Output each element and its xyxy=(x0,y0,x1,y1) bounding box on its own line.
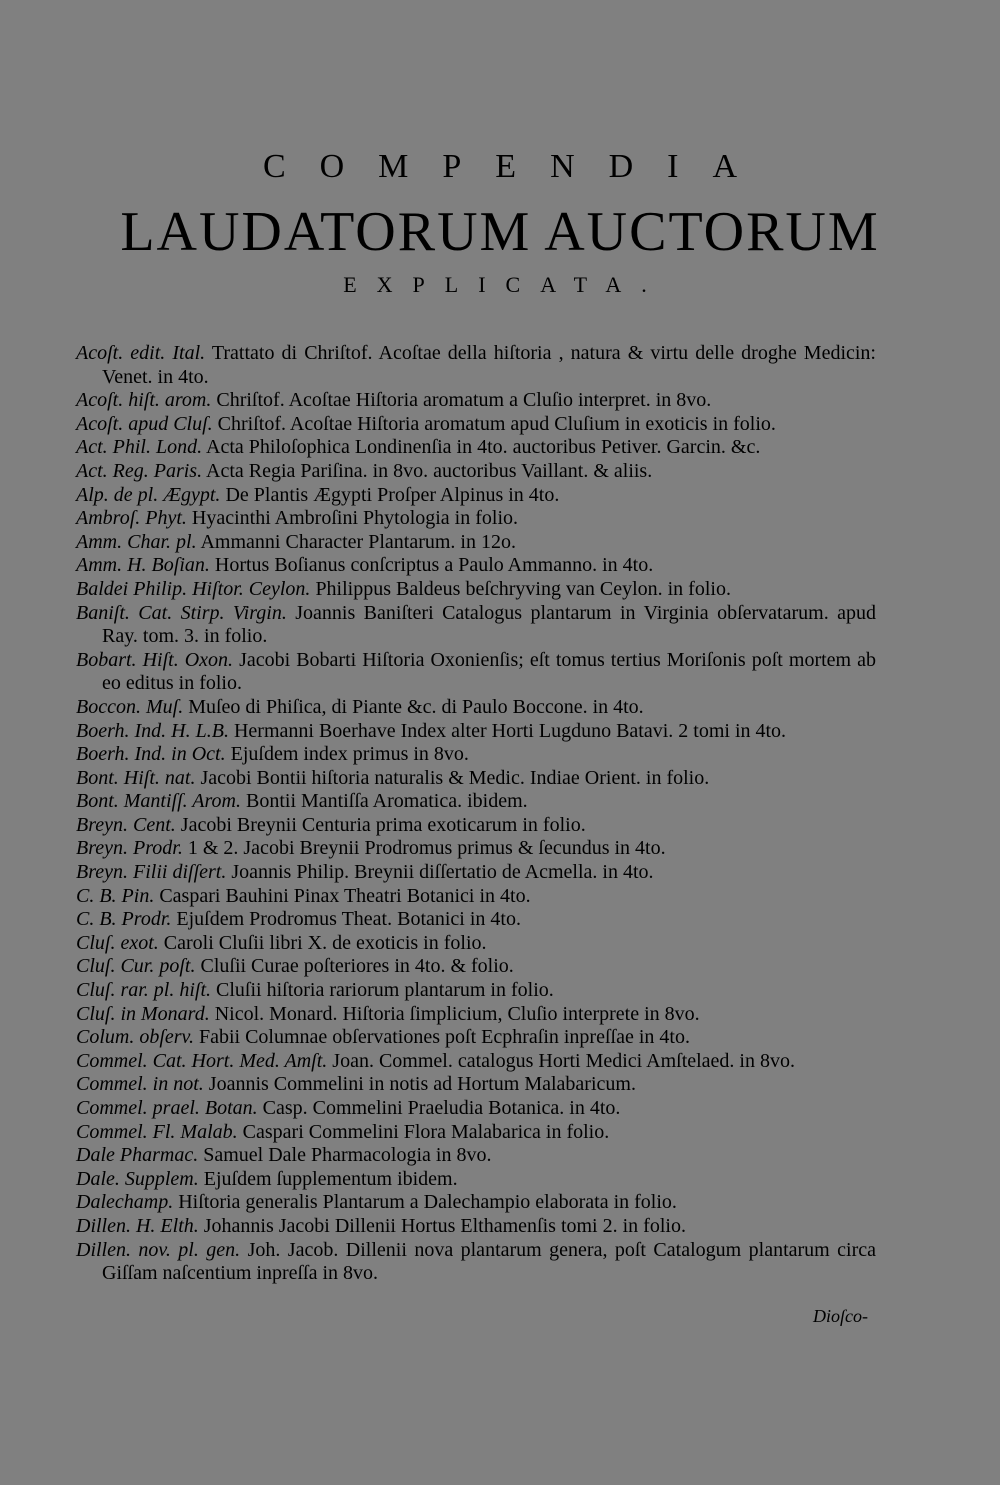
entry-description: Jacobi Bontii hiſtoria naturalis & Medic. Indiae Orient. in folio. xyxy=(200,766,710,789)
entry-abbreviation: Acoſt. edit. Ital. xyxy=(76,342,206,364)
entry-description: Muſeo di Phiſica, di Piante &c. di Paulo Boccone. in 4to. xyxy=(188,695,644,718)
entry-abbreviation: Baniſt. Cat. Stirp. Virgin. xyxy=(76,601,287,624)
list-item xyxy=(76,436,876,460)
entry-description: Caspari Bauhini Pinax Theatri Botanici in 4to. xyxy=(159,884,531,907)
list-item xyxy=(76,767,876,791)
list-item xyxy=(76,790,876,814)
list-item xyxy=(76,649,876,696)
entry-abbreviation: Boerh. Ind. H. L.B. xyxy=(76,719,229,742)
entry-abbreviation: Dillen. nov. pl. gen. xyxy=(76,1238,241,1261)
list-item xyxy=(76,696,876,720)
list-item xyxy=(76,413,876,437)
entry-description: Acta Regia Pariſina. in 8vo. auctoribus Vaillant. & aliis. xyxy=(206,459,653,482)
list-item xyxy=(76,861,876,885)
entry-description: Casp. Commelini Praeludia Botanica. in 4to. xyxy=(262,1097,621,1119)
list-item xyxy=(76,554,876,578)
entry-description: Chriſtof. Acoſtae Hiſtoria aromatum a Cluſio interpret. in 8vo. xyxy=(216,389,712,412)
list-item xyxy=(76,1026,876,1050)
entry-description: Hortus Boſianus conſcriptus a Paulo Ammanno. in 4to. xyxy=(214,554,654,577)
list-item xyxy=(76,720,876,744)
entry-abbreviation: Bont. Mantiſſ. Arom. xyxy=(76,790,241,813)
entry-description: Samuel Dale Pharmacologia in 8vo. xyxy=(203,1144,492,1167)
entry-abbreviation: Boerh. Ind. in Oct. xyxy=(76,743,226,766)
list-item xyxy=(76,814,876,838)
entry-description: Joan. Commel. catalogus Horti Medici Amſtelaed. in 8vo. xyxy=(332,1049,795,1072)
list-item xyxy=(76,932,876,956)
entry-abbreviation: Cluſ. exot. xyxy=(76,931,159,954)
heading-compendia: COMPENDIA xyxy=(262,148,772,185)
heading-explicata: EXPLICATA. xyxy=(343,272,667,297)
entry-abbreviation: Breyn. Prodr. xyxy=(76,837,183,860)
entry-abbreviation: Amm. H. Boſian. xyxy=(76,554,210,577)
entry-abbreviation: Bont. Hiſt. nat. xyxy=(76,766,196,789)
list-item xyxy=(76,979,876,1003)
entry-description: Ammanni Character Plantarum. in 12o. xyxy=(200,530,516,553)
list-item xyxy=(76,1215,876,1239)
entry-description: Acta Philoſophica Londinenſia in 4to. auctoribus Petiver. Garcin. &c. xyxy=(206,436,761,459)
entry-abbreviation: Commel. Fl. Malab. xyxy=(76,1120,238,1143)
list-item xyxy=(76,531,876,555)
entry-description: Hermanni Boerhave Index alter Horti Lugduno Batavi. 2 tomi in 4to. xyxy=(233,719,787,742)
entry-abbreviation: Colum. obſerv. xyxy=(76,1026,194,1049)
entry-description: Joh. Jacob. Dillenii nova plantarum genera, poſt Catalogum plantarum circa Giſſam naſcentium inpreſſa in 8vo. xyxy=(102,1238,876,1285)
entry-abbreviation: Bobart. Hiſt. Oxon. xyxy=(76,648,234,671)
entry-abbreviation: Commel. Cat. Hort. Med. Amſt. xyxy=(76,1049,328,1072)
list-item xyxy=(76,837,876,861)
list-item xyxy=(76,1050,876,1074)
entry-description: Trattato di Chriſtof. Acoſtae della hiſtoria , natura & virtu delle droghe Medicin: Venet. in 4to. xyxy=(102,342,876,388)
entry-description: Johannis Jacobi Dillenii Hortus Elthamenſis tomi 2. in folio. xyxy=(203,1214,686,1237)
entry-abbreviation: C. B. Pin. xyxy=(76,884,155,907)
list-item xyxy=(76,484,876,508)
list-item xyxy=(76,1168,876,1192)
entry-abbreviation: Dillen. H. Elth. xyxy=(76,1214,199,1237)
entry-description: Bontii Mantiſſa Aromatica. ibidem. xyxy=(246,790,528,813)
entry-description: Joannis Commelini in notis ad Hortum Malabaricum. xyxy=(208,1073,636,1096)
entry-abbreviation: Cluſ. rar. pl. hiſt. xyxy=(76,979,212,1002)
list-item xyxy=(76,955,876,979)
list-item xyxy=(76,1003,876,1027)
entry-description: Jacobi Bobarti Hiſtoria Oxonienſis; eſt tomus tertius Moriſonis poſt mortem ab eo editus in folio. xyxy=(102,648,876,695)
entry-abbreviation: Ambroſ. Phyt. xyxy=(76,507,187,530)
entry-description: Cluſii hiſtoria rariorum plantarum in folio. xyxy=(216,979,554,1002)
entry-abbreviation: Alp. de pl. Ægypt. xyxy=(76,483,221,506)
entry-description: Ejuſdem ſupplementum ibidem. xyxy=(203,1167,458,1190)
entry-abbreviation: Breyn. Filii diſſert. xyxy=(76,861,227,884)
entry-description: Caspari Commelini Flora Malabarica in folio. xyxy=(242,1120,610,1143)
entry-abbreviation: Commel. in not. xyxy=(76,1073,204,1096)
entry-description: Philippus Baldeus beſchryving van Ceylon. in folio. xyxy=(315,577,731,600)
entry-abbreviation: Acoſt. hiſt. arom. xyxy=(76,389,212,412)
list-item xyxy=(76,460,876,484)
list-item xyxy=(76,1121,876,1145)
list-item xyxy=(76,342,876,389)
list-item xyxy=(76,1097,876,1121)
entry-description: Caroli Cluſii libri X. de exoticis in folio. xyxy=(163,931,487,954)
entry-abbreviation: Breyn. Cent. xyxy=(76,813,176,836)
list-item xyxy=(76,578,876,602)
entry-abbreviation: Acoſt. apud Cluſ. xyxy=(76,412,213,435)
catchword: Dioſco- xyxy=(813,1306,868,1326)
entry-description: Jacobi Breynii Centuria prima exoticarum in folio. xyxy=(180,813,586,836)
entry-description: Chriſtof. Acoſtae Hiſtoria aromatum apud Cluſium in exoticis in folio. xyxy=(217,412,776,435)
list-item xyxy=(76,1239,876,1286)
list-item xyxy=(76,389,876,413)
list-item xyxy=(76,743,876,767)
entry-description: Hyacinthi Ambroſini Phytologia in folio. xyxy=(191,507,519,530)
entry-description: Cluſii Curae poſteriores in 4to. & folio. xyxy=(200,955,514,978)
entry-description: Joannis Baniſteri Catalogus plantarum in Virginia obſervatarum. apud Ray. tom. 3. in folio. xyxy=(102,601,876,648)
entry-abbreviation: Dalechamp. xyxy=(76,1191,174,1214)
entry-description: Joannis Philip. Breynii diſſertatio de Acmella. in 4to. xyxy=(231,861,654,884)
heading-laudatorum-auctorum: LAUDATORUM AUCTORUM xyxy=(120,201,880,263)
entry-description: Ejuſdem index primus in 8vo. xyxy=(230,743,469,766)
entry-abbreviation: Dale. Supplem. xyxy=(76,1167,199,1190)
list-item xyxy=(76,885,876,909)
entry-abbreviation: Dale Pharmac. xyxy=(76,1144,199,1167)
abbreviation-list xyxy=(76,342,876,1286)
list-item xyxy=(76,908,876,932)
entry-abbreviation: Baldei Philip. Hiſtor. Ceylon. xyxy=(76,577,311,600)
entry-description: 1 & 2. Jacobi Breynii Prodromus primus & ſecundus in 4to. xyxy=(187,837,666,860)
entry-abbreviation: Act. Reg. Paris. xyxy=(76,459,203,482)
entry-abbreviation: Act. Phil. Lond. xyxy=(76,436,203,459)
list-item xyxy=(76,507,876,531)
entry-abbreviation: Cluſ. Cur. poſt. xyxy=(76,955,196,978)
entry-description: Nicol. Monard. Hiſtoria ſimplicium, Cluſio interprete in 8vo. xyxy=(214,1002,700,1025)
entry-description: Ejuſdem Prodromus Theat. Botanici in 4to. xyxy=(176,908,521,931)
entry-abbreviation: C. B. Prodr. xyxy=(76,908,172,931)
list-item xyxy=(76,1144,876,1168)
entry-abbreviation: Commel. prael. Botan. xyxy=(76,1097,258,1119)
entry-abbreviation: Boccon. Muſ. xyxy=(76,695,184,718)
entry-description: Fabii Columnae obſervationes poſt Ecphraſin inpreſſae in 4to. xyxy=(198,1026,690,1049)
entry-abbreviation: Amm. Char. pl. xyxy=(76,530,197,553)
entry-description: De Plantis Ægypti Proſper Alpinus in 4to. xyxy=(225,483,560,506)
list-item xyxy=(76,1191,876,1215)
entry-description: Hiſtoria generalis Plantarum a Dalechampio elaborata in folio. xyxy=(178,1191,677,1214)
entry-abbreviation: Cluſ. in Monard. xyxy=(76,1002,210,1025)
list-item xyxy=(76,1073,876,1097)
list-item xyxy=(76,602,876,649)
